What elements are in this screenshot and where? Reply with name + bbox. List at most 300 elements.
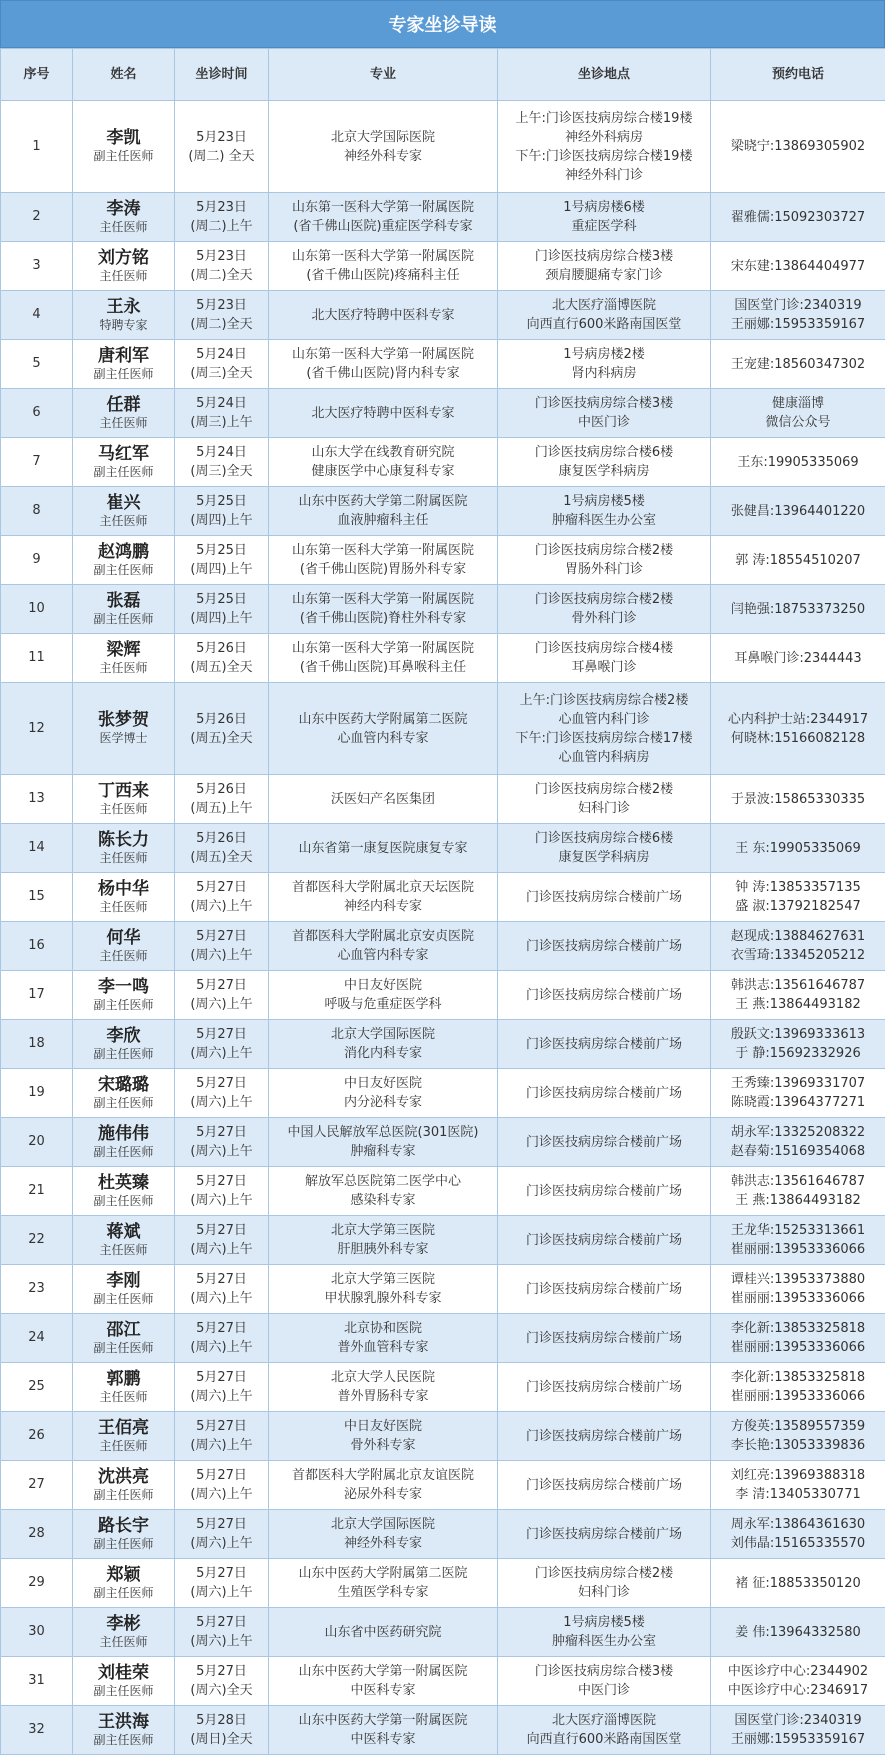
phone-line: 崔丽丽:13953336066 [730,1340,866,1355]
page-title [0,0,885,48]
cell-time [175,1363,269,1412]
time-line: (周六)上午 [190,1144,253,1159]
header-phone: 预约电话 [711,49,885,101]
cell-no: 27 [1,1461,73,1510]
expert-schedule-table [0,48,885,1755]
cell-no: 20 [1,1118,73,1167]
time-line: (周六)上午 [190,1536,253,1551]
cell-specialty [269,775,498,824]
phone-line: 衣雪琦:13345205212 [730,948,866,963]
cell-time [175,1510,269,1559]
cell-specialty [269,1265,498,1314]
time-line: 5月25日 [196,543,247,558]
doctor-name: 马红军 [98,443,149,464]
specialty-line: 中日友好医院 [343,1419,422,1434]
location-line: 门诊医技病房综合楼前广场 [525,1036,682,1052]
specialty-line: 山东中医药大学附属第二医院 [298,711,468,727]
location-line: 门诊医技病房综合楼6楼 [534,445,674,460]
time-line: (周五)全天 [190,730,253,746]
phone-line: 李化新:13853325818 [730,1321,866,1336]
cell-location [498,1706,711,1755]
cell-location [498,1265,711,1314]
cell-name [73,824,175,873]
location-line: 心血管内科门诊 [558,711,650,727]
cell-no: 26 [1,1412,73,1461]
cell-specialty [269,1167,498,1216]
phone-line: 钟 涛:13853357135 [735,880,861,895]
phone-line: 刘伟晶:15165335570 [730,1536,866,1551]
location-line: 门诊医技病房综合楼4楼 [534,641,674,656]
cell-name [73,634,175,683]
cell-location [498,291,711,340]
time-line: (周六)上午 [190,948,253,963]
phone-line: 李化新:13853325818 [730,1370,866,1385]
cell-specialty [269,1559,498,1608]
specialty-line: 首都医科大学附属北京天坛医院 [291,880,474,895]
cell-name [73,1510,175,1559]
cell-phone [711,242,885,291]
cell-time [175,1314,269,1363]
header-name: 姓名 [73,49,175,101]
doctor-title: 副主任医师 [93,997,154,1012]
specialty-line: (省千佛山医院)重症医学科专家 [293,219,473,234]
doctor-title: 主任医师 [99,1389,148,1404]
time-line: (周二)上午 [190,219,253,234]
phone-line: 胡永军:13325208322 [730,1125,866,1140]
phone-line: 王 燕:13864493182 [735,997,861,1012]
location-line: 上午:门诊医技病房综合楼19楼 [515,110,693,126]
cell-specialty [269,824,498,873]
time-line: (周五)上午 [190,801,253,816]
specialty-line: 中医科专家 [350,1732,416,1747]
specialty-line: 山东第一医科大学第一附属医院 [291,641,474,656]
cell-specialty [269,1020,498,1069]
page-title-text: 专家坐诊导读 [388,15,497,36]
phone-line: 谭桂兴:13953373880 [730,1272,866,1287]
header-specialty: 专业 [269,49,498,101]
cell-time [175,1706,269,1755]
table-row [1,1314,885,1363]
cell-location [498,683,711,775]
cell-no: 13 [1,775,73,824]
location-line: 门诊医技病房综合楼2楼 [534,592,674,607]
phone-line: 李 清:13405330771 [735,1487,861,1502]
location-line: 心血管内科病房 [558,749,650,765]
location-line: 门诊医技病房综合楼前广场 [525,938,682,954]
specialty-line: 神经内科专家 [343,899,422,914]
cell-no: 9 [1,536,73,585]
location-line: 下午:门诊医技病房综合楼19楼 [515,148,693,164]
specialty-line: (省千佛山医院)耳鼻喉科主任 [299,660,467,675]
time-line: (周六)上午 [190,997,253,1012]
time-line: 5月23日 [196,249,247,264]
phone-line: 张健昌:13964401220 [730,503,866,519]
cell-location [498,1167,711,1216]
doctor-title: 主任医师 [99,513,148,528]
cell-time [175,775,269,824]
cell-phone [711,775,885,824]
time-line: (周四)上午 [190,611,253,626]
table-row [1,873,885,922]
specialty-line: 山东第一医科大学第一附属医院 [291,249,474,264]
cell-no: 6 [1,389,73,438]
cell-time [175,971,269,1020]
doctor-title: 副主任医师 [93,1291,154,1306]
cell-name [73,101,175,193]
cell-location [498,438,711,487]
cell-no: 16 [1,922,73,971]
doctor-name: 陈长力 [98,829,149,850]
table-row [1,1069,885,1118]
cell-name [73,438,175,487]
cell-time [175,487,269,536]
doctor-name: 郑颖 [106,1564,141,1585]
location-line: 肿瘤科医生办公室 [551,513,656,528]
doctor-name: 崔兴 [106,492,141,513]
cell-location [498,1216,711,1265]
cell-time [175,1608,269,1657]
time-line: 5月27日 [196,1615,247,1630]
cell-name [73,1559,175,1608]
cell-location [498,340,711,389]
doctor-name: 路长宇 [98,1515,149,1536]
phone-line: 韩洪志:13561646787 [730,1174,866,1189]
cell-no: 18 [1,1020,73,1069]
cell-time [175,389,269,438]
cell-time [175,1265,269,1314]
cell-specialty [269,1657,498,1706]
time-line: 5月27日 [196,1223,247,1238]
cell-name [73,291,175,340]
phone-line: 耳鼻喉门诊:2344443 [734,650,862,666]
specialty-line: 山东中医药大学第一附属医院 [298,1713,468,1728]
phone-line: 盛 淑:13792182547 [735,899,861,914]
cell-name [73,775,175,824]
specialty-line: 健康医学中心康复科专家 [311,464,455,479]
cell-specialty [269,683,498,775]
cell-phone [711,101,885,193]
cell-phone [711,340,885,389]
cell-no: 14 [1,824,73,873]
specialty-line: 北京大学第三医院 [330,1223,435,1238]
cell-name [73,389,175,438]
time-line: 5月26日 [196,711,247,727]
cell-no: 5 [1,340,73,389]
time-line: (周六)上午 [190,1340,253,1355]
phone-line: 崔丽丽:13953336066 [730,1291,866,1306]
location-line: 肿瘤科医生办公室 [551,1634,656,1649]
table-row [1,193,885,242]
cell-name [73,1118,175,1167]
time-line: 5月27日 [196,1370,247,1385]
specialty-line: 山东大学在线教育研究院 [311,445,455,460]
cell-location [498,101,711,193]
cell-time [175,1461,269,1510]
cell-no: 22 [1,1216,73,1265]
cell-no: 21 [1,1167,73,1216]
specialty-line: 山东第一医科大学第一附属医院 [291,200,474,215]
phone-line: 翟雅儒:15092303727 [730,209,866,225]
time-line: (周六)上午 [190,1487,253,1502]
cell-time [175,340,269,389]
time-line: 5月27日 [196,1468,247,1483]
specialty-line: 中日友好医院 [343,1076,422,1091]
cell-name [73,1461,175,1510]
cell-time [175,683,269,775]
location-line: 妇科门诊 [577,1585,630,1600]
specialty-line: 山东省中医药研究院 [324,1624,442,1640]
cell-location [498,775,711,824]
specialty-line: (省千佛山医院)疼痛科主任 [306,268,460,283]
specialty-line: 肿瘤科专家 [350,1144,416,1159]
doctor-name: 张磊 [106,590,141,611]
location-line: 门诊医技病房综合楼前广场 [525,1134,682,1150]
location-line: 门诊医技病房综合楼3楼 [534,1664,674,1679]
phone-line: 王龙华:15253313661 [730,1223,866,1238]
doctor-title: 副主任医师 [93,464,154,479]
doctor-title: 副主任医师 [93,1340,154,1355]
time-line: (周五)全天 [190,850,253,865]
table-row [1,1559,885,1608]
doctor-title: 副主任医师 [93,366,154,381]
cell-time [175,1069,269,1118]
time-line: (周三)上午 [190,415,253,430]
cell-no: 15 [1,873,73,922]
doctor-name: 丁西来 [98,780,149,801]
doctor-name: 何华 [106,927,141,948]
doctor-name: 唐利军 [98,345,149,366]
specialty-line: 山东中医药大学第二附属医院 [298,494,468,509]
phone-line: 陈晓霞:13964377271 [730,1095,866,1110]
time-line: 5月26日 [196,641,247,656]
doctor-name: 梁辉 [106,639,141,660]
cell-specialty [269,1412,498,1461]
specialty-line: 血液肿瘤科主任 [337,513,429,528]
specialty-line: 北大医疗特聘中医科专家 [311,405,455,421]
cell-specialty [269,291,498,340]
specialty-line: 心血管内科专家 [337,948,429,963]
phone-line: 殷跃文:13969333613 [730,1027,866,1042]
time-line: 5月26日 [196,782,247,797]
cell-location [498,1461,711,1510]
location-line: 门诊医技病房综合楼前广场 [525,1183,682,1199]
cell-specialty [269,438,498,487]
phone-line: 于景波:15865330335 [730,791,866,807]
cell-no: 2 [1,193,73,242]
cell-phone [711,536,885,585]
doctor-name: 赵鸿鹏 [98,541,149,562]
time-line: 5月27日 [196,929,247,944]
location-line: 1号病房楼6楼 [563,200,645,215]
cell-no: 7 [1,438,73,487]
time-line: 5月23日 [196,298,247,313]
time-line: (周六)上午 [190,1634,253,1649]
phone-line: 国医堂门诊:2340319 [734,1713,862,1728]
table-row [1,1706,885,1755]
time-line: 5月27日 [196,1566,247,1581]
specialty-line: 生殖医学科专家 [337,1585,429,1600]
location-line: 向西直行600米路南国医堂 [526,317,682,332]
doctor-title: 副主任医师 [93,1585,154,1600]
table-row [1,922,885,971]
doctor-name: 刘方铭 [98,247,149,268]
cell-location [498,1412,711,1461]
specialty-line: 普外血管科专家 [337,1340,429,1355]
cell-specialty [269,873,498,922]
doctor-title: 副主任医师 [93,1144,154,1159]
table-body [1,101,885,1755]
phone-line: 赵现成:13884627631 [730,929,866,944]
time-line: 5月24日 [196,445,247,460]
cell-no: 23 [1,1265,73,1314]
time-line: 5月27日 [196,1076,247,1091]
location-line: 门诊医技病房综合楼前广场 [525,1379,682,1395]
doctor-title: 主任医师 [99,899,148,914]
location-line: 门诊医技病房综合楼前广场 [525,1477,682,1493]
cell-phone [711,873,885,922]
cell-time [175,1412,269,1461]
phone-line: 于 静:15692332926 [735,1046,861,1061]
cell-specialty [269,487,498,536]
location-line: 门诊医技病房综合楼前广场 [525,1085,682,1101]
specialty-line: 解放军总医院第二医学中心 [304,1174,461,1189]
specialty-line: 普外胃肠科专家 [337,1389,429,1404]
cell-specialty [269,585,498,634]
phone-line: 姜 伟:13964332580 [735,1624,861,1640]
phone-line: 中医诊疗中心:2346917 [727,1683,869,1698]
time-line: 5月27日 [196,1321,247,1336]
cell-name [73,1020,175,1069]
location-line: 1号病房楼2楼 [563,347,645,362]
phone-line: 郭 涛:18554510207 [735,552,861,568]
specialty-line: 北京大学国际医院 [330,1517,435,1532]
specialty-line: 中医科专家 [350,1683,416,1698]
phone-line: 李长艳:13053339836 [730,1438,866,1453]
cell-location [498,634,711,683]
time-line: (周四)上午 [190,513,253,528]
cell-time [175,873,269,922]
phone-line: 国医堂门诊:2340319 [734,298,862,313]
specialty-line: 山东中医药大学第一附属医院 [298,1664,468,1679]
time-line: (周六)上午 [190,1585,253,1600]
table-row [1,1412,885,1461]
cell-name [73,873,175,922]
table-row [1,1265,885,1314]
location-line: 上午:门诊医技病房综合楼2楼 [519,692,689,708]
cell-location [498,971,711,1020]
doctor-name: 李涛 [106,198,141,219]
table-row [1,1510,885,1559]
cell-name [73,1706,175,1755]
table-row [1,242,885,291]
phone-line: 中医诊疗中心:2344902 [727,1664,869,1679]
cell-name [73,193,175,242]
cell-location [498,585,711,634]
time-line: (周二)全天 [190,317,253,332]
cell-time [175,1167,269,1216]
cell-time [175,824,269,873]
doctor-title: 主任医师 [99,660,148,675]
specialty-line: 北京大学国际医院 [330,1027,435,1042]
cell-phone [711,1118,885,1167]
cell-time [175,1216,269,1265]
time-line: (周二)全天 [190,268,253,283]
phone-line: 宋东建:13864404977 [730,258,866,274]
cell-location [498,1363,711,1412]
table-row [1,634,885,683]
doctor-name: 王永 [106,296,141,317]
time-line: (周六)上午 [190,1242,253,1257]
table-row [1,1020,885,1069]
time-line: (周六)全天 [190,1683,253,1698]
time-line: 5月26日 [196,831,247,846]
time-line: (周六)上午 [190,899,253,914]
cell-phone [711,1265,885,1314]
cell-phone [711,1706,885,1755]
table-row [1,775,885,824]
doctor-name: 杨中华 [98,878,149,899]
doctor-title: 主任医师 [99,1438,148,1453]
doctor-title: 副主任医师 [93,1193,154,1208]
specialty-line: 北大医疗特聘中医科专家 [311,307,455,323]
specialty-line: 沃医妇产名医集团 [330,791,435,807]
cell-phone [711,634,885,683]
phone-line: 何晓林:15166082128 [730,730,866,746]
location-line: 下午:门诊医技病房综合楼17楼 [515,730,693,746]
table-row [1,1118,885,1167]
phone-line: 心内科护士站:2344917 [727,711,869,727]
cell-location [498,487,711,536]
time-line: 5月25日 [196,592,247,607]
cell-name [73,1314,175,1363]
phone-line: 刘红亮:13969388318 [730,1468,866,1483]
location-line: 胃肠外科门诊 [564,562,643,577]
doctor-title: 主任医师 [99,415,148,430]
cell-no: 12 [1,683,73,775]
specialty-line: 泌尿外科专家 [343,1487,422,1502]
specialty-line: 山东第一医科大学第一附属医院 [291,543,474,558]
doctor-title: 主任医师 [99,801,148,816]
cell-specialty [269,1216,498,1265]
location-line: 耳鼻喉门诊 [571,660,637,675]
cell-location [498,873,711,922]
cell-location [498,922,711,971]
specialty-line: 骨外科专家 [350,1438,416,1453]
location-line: 门诊医技病房综合楼前广场 [525,1428,682,1444]
cell-specialty [269,101,498,193]
cell-specialty [269,971,498,1020]
cell-location [498,536,711,585]
specialty-line: 中国人民解放军总医院(301医院) [287,1125,479,1140]
doctor-name: 刘桂荣 [98,1662,149,1683]
location-line: 中医门诊 [577,1683,630,1698]
specialty-line: 神经外科专家 [343,1536,422,1551]
location-line: 康复医学科病房 [558,850,650,865]
phone-line: 赵春菊:15169354068 [730,1144,866,1159]
cell-no: 11 [1,634,73,683]
location-line: 重症医学科 [571,219,637,234]
table-header [1,49,885,101]
cell-phone [711,1608,885,1657]
cell-specialty [269,389,498,438]
cell-phone [711,291,885,340]
table-row [1,340,885,389]
cell-specialty [269,536,498,585]
doctor-title: 特聘专家 [99,317,148,332]
doctor-title: 主任医师 [99,1634,148,1649]
specialty-line: 山东省第一康复医院康复专家 [298,840,468,856]
cell-no: 32 [1,1706,73,1755]
